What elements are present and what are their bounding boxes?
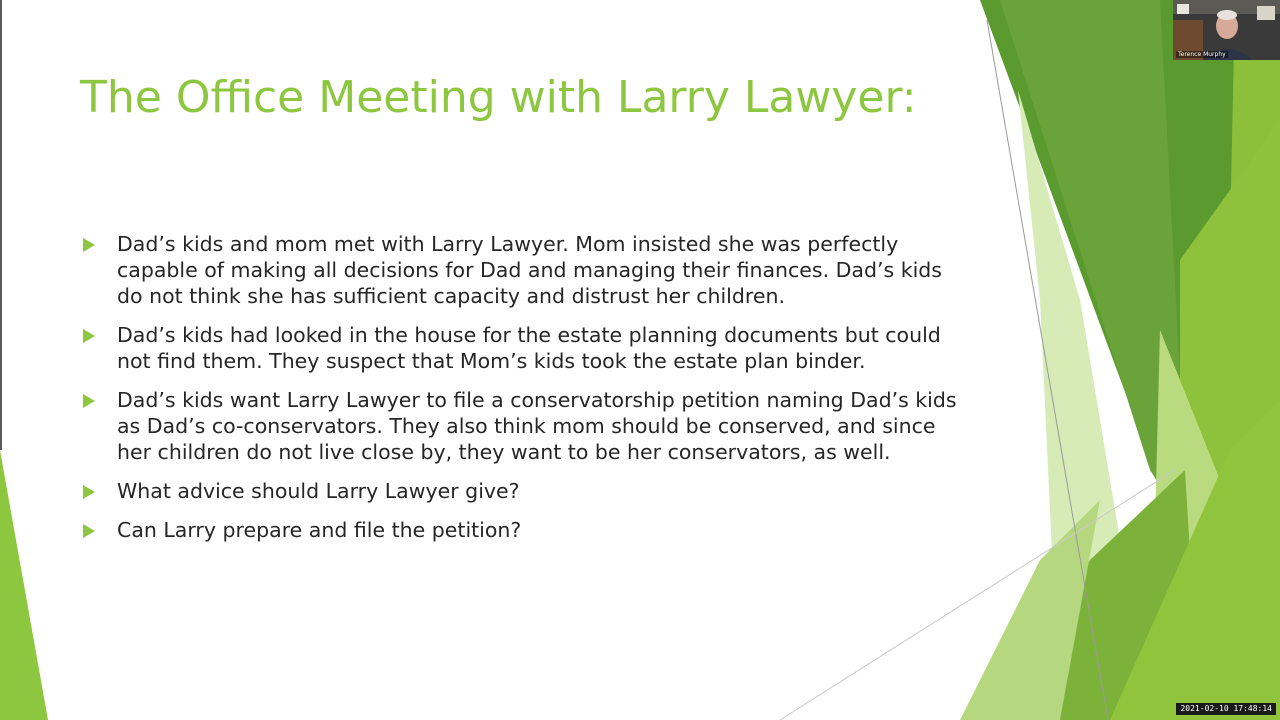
recording-timestamp: 2021-02-10 17:48:14	[1176, 703, 1276, 715]
bullet-text-2: Dad’s kids had looked in the house for the estate planning documents but could not find them. They suspect that Mom’s kids took the estate plan binder.	[117, 323, 941, 373]
triangle-right-icon	[83, 238, 95, 252]
bullet-item-2	[80, 322, 960, 374]
bullet-text-4: What advice should Larry Lawyer give?	[117, 479, 520, 503]
slide-title: The Office Meeting with Larry Lawyer:	[80, 72, 917, 123]
bullet-item-1	[80, 231, 960, 309]
triangle-right-icon	[83, 329, 95, 343]
bullet-item-4	[80, 478, 960, 504]
bullet-item-5	[80, 517, 960, 543]
bullet-text-5: Can Larry prepare and file the petition?	[117, 518, 522, 542]
bullet-text-1: Dad’s kids and mom met with Larry Lawyer. Mom insisted she was perfectly capable of making all decisions for Dad and managing their finances. Dad’s kids do not think she has sufficient capacity and distrust her children.	[117, 232, 942, 308]
triangle-right-icon	[83, 485, 95, 499]
facet-left	[0, 450, 48, 720]
triangle-right-icon	[83, 524, 95, 538]
participant-name-label: Terence Murphy	[1178, 51, 1226, 58]
facet-left-edge	[0, 0, 2, 450]
triangle-right-icon	[83, 394, 95, 408]
participant-video-tile[interactable]	[1173, 0, 1280, 60]
bullet-list	[80, 231, 960, 556]
bullet-text-3: Dad’s kids want Larry Lawyer to file a conservatorship petition naming Dad’s kids as Dad’s co-conservators. They also think mom should be conserved, and since her children do not live close by, they want to be her conservators, as well.	[117, 388, 957, 464]
bullet-item-3	[80, 387, 960, 465]
